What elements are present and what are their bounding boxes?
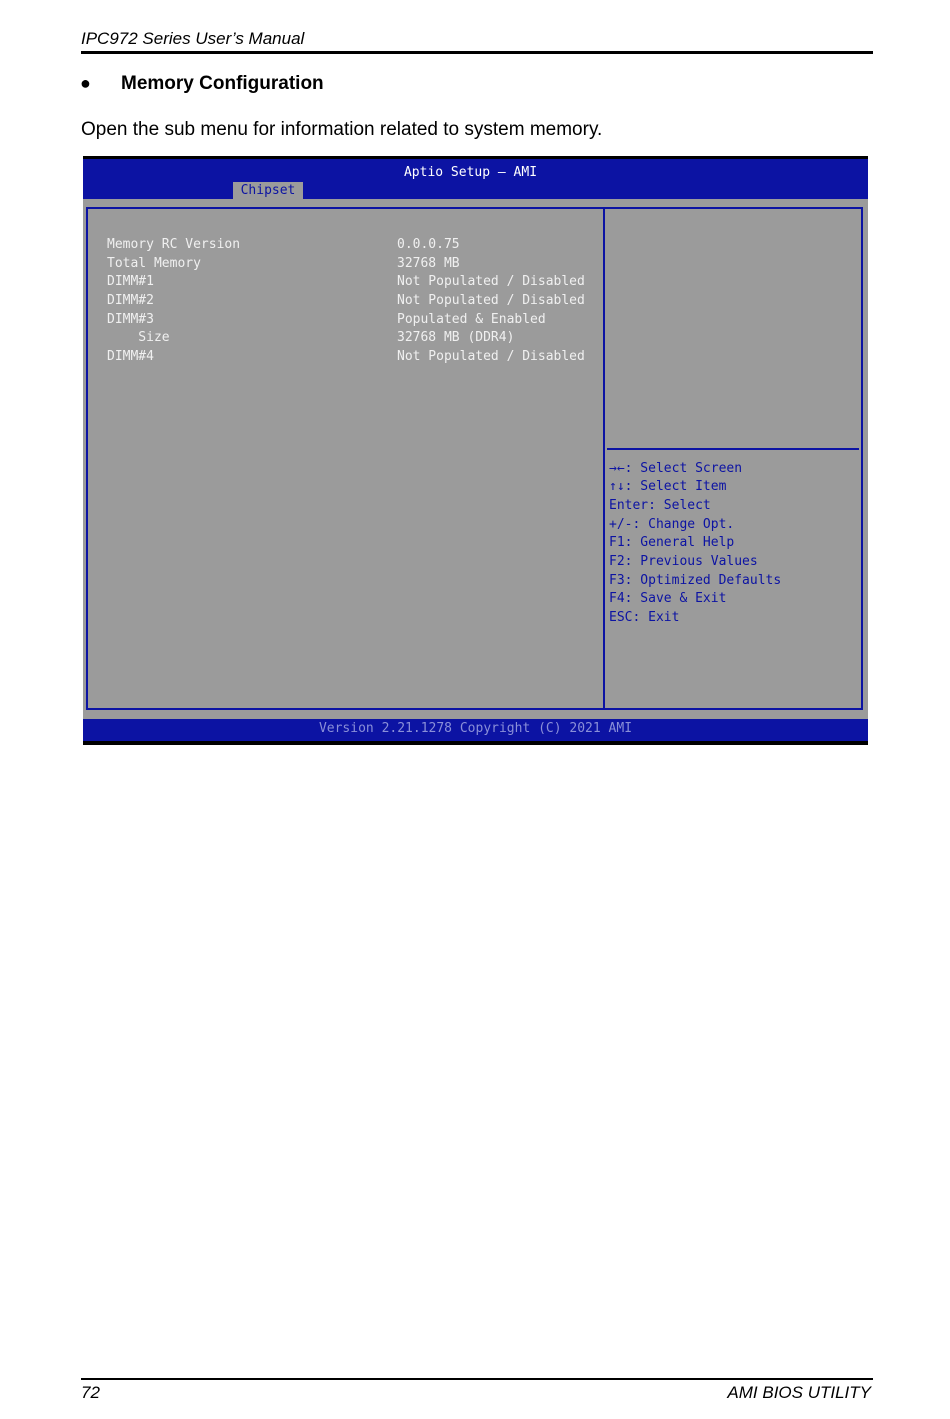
info-row-dimm3-size [107, 330, 515, 348]
info-value: 32768 MB [397, 256, 460, 271]
info-label: DIMM#1 [107, 274, 154, 289]
page-header: IPC972 Series User’s Manual [81, 29, 305, 48]
help-enter-select: Enter: Select [609, 498, 711, 513]
help-change-opt: +/-: Change Opt. [609, 517, 735, 532]
info-row-dimm3 [107, 312, 546, 330]
intro-paragraph: Open the sub menu for information related to system memory. [81, 119, 603, 140]
info-row-dimm4 [107, 349, 585, 367]
info-value: 32768 MB (DDR4) [397, 330, 515, 345]
help-select-screen: →←: Select Screen [609, 461, 743, 476]
info-value: Not Populated / Disabled [397, 349, 585, 364]
info-label: Total Memory [107, 256, 201, 271]
info-row-memory-rc-version [107, 237, 460, 255]
info-label: Size [107, 330, 170, 345]
info-value: 0.0.0.75 [397, 237, 460, 252]
help-previous-values: F2: Previous Values [609, 554, 758, 569]
bios-status-bar [83, 719, 868, 745]
bios-version: Version 2.21.1278 Copyright (C) 2021 AMI [318, 721, 633, 736]
help-divider [607, 448, 859, 450]
tab-chipset[interactable]: Chipset [233, 182, 303, 199]
footer-title: AMI BIOS UTILITY [727, 1383, 871, 1402]
info-row-dimm1 [107, 274, 585, 292]
info-label: DIMM#2 [107, 293, 154, 308]
help-general-help: F1: General Help [609, 535, 735, 550]
info-value: Populated & Enabled [397, 312, 546, 327]
info-row-dimm2 [107, 293, 585, 311]
bios-title-bar [83, 156, 868, 199]
info-row-total-memory [107, 256, 460, 274]
bios-screenshot [83, 156, 868, 745]
section-heading: Memory Configuration [121, 73, 324, 94]
help-esc-exit: ESC: Exit [609, 610, 680, 625]
help-optimized-defaults: F3: Optimized Defaults [609, 573, 782, 588]
footer-rule [81, 1378, 873, 1380]
info-label: DIMM#3 [107, 312, 154, 327]
header-rule [81, 51, 873, 54]
bios-panel-divider [603, 207, 605, 710]
info-value: Not Populated / Disabled [397, 274, 585, 289]
help-save-exit: F4: Save & Exit [609, 591, 727, 606]
help-select-item: ↑↓: Select Item [609, 479, 727, 494]
page-number: 72 [81, 1383, 100, 1402]
info-label: Memory RC Version [107, 237, 241, 252]
info-value: Not Populated / Disabled [397, 293, 585, 308]
bullet-icon: ● [80, 73, 91, 93]
bios-title: Aptio Setup – AMI [403, 165, 538, 180]
info-label: DIMM#4 [107, 349, 154, 364]
